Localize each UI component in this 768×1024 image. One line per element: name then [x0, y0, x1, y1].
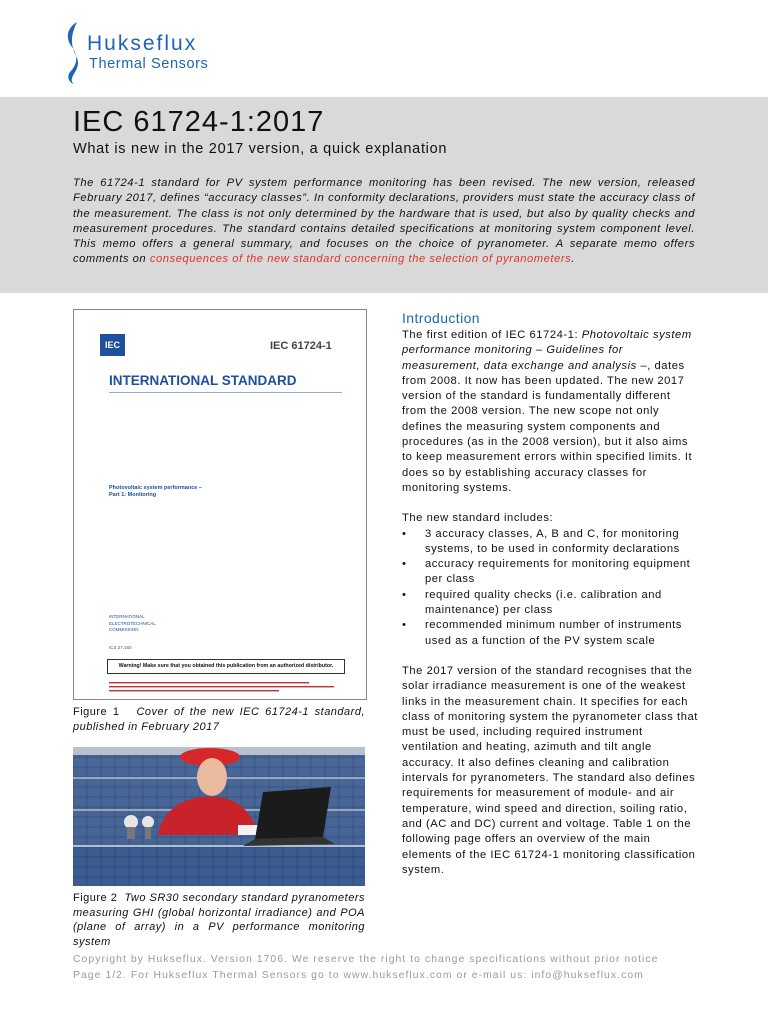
introduction-paragraph-1 — [402, 328, 698, 496]
introduction-paragraph-3: The 2017 version of the standard recognises that the solar irradiance measurement is one of the weakest links in the measurement chain. It specifies for each class of monitoring system the pyranometer class that must be used, including required instrument ventilation and heating, azimuth and tilt angle accuracy. It also defines cleaning and calibration intervals for pyranometers. The standard also defines requirements for measurement of module- and air temperature, wind speed and direction, soiling ratio, and (AC and DC) current and voltage. Table 1 on the following page offers an overview of the main elements of the IEC 61724-1 monitoring classification system. — [402, 664, 698, 876]
figure-2-caption — [73, 891, 365, 949]
cover-org-line: INTERNATIONAL — [109, 614, 145, 619]
introduction-section — [402, 310, 698, 878]
solar-panel-scene-image — [73, 747, 365, 886]
figure-2-label: Figure 2 — [73, 892, 118, 904]
cover-subtitle-1: Photovoltaic system performance – — [109, 485, 202, 491]
cover-organisation — [109, 614, 199, 634]
figure-1-label: Figure 1 — [73, 706, 120, 718]
iec-logo-icon: IEC — [100, 334, 125, 356]
page-title: IEC 61724-1:2017 — [73, 106, 325, 138]
cover-heading: INTERNATIONAL STANDARD — [109, 373, 297, 388]
brand-tagline: Thermal Sensors — [89, 56, 209, 72]
cover-fineprint-graphic — [109, 681, 339, 693]
figure-2-text: Two SR30 secondary standard pyranometers measuring GHI (global horizontal irradiance) and POA (plane of array) in a PV performance monitoring system — [73, 892, 365, 948]
footer-copyright: Copyright by Hukseflux. Version 1706. We reserve the right to change specifications without prior notice — [73, 954, 659, 965]
footer-contact: Page 1/2. For Hukseflux Thermal Sensors go to www.hukseflux.com or e-mail us: info@hukseflux.com — [73, 969, 644, 981]
hukseflux-logo-icon — [62, 20, 84, 86]
intro-p1-standard-title: Photovoltaic system performance monitoring – Guidelines for measurement, data exchange and analysis — [402, 329, 692, 372]
includes-list — [402, 527, 698, 649]
intro-p1-rest: –, dates from 2008. It now has been updated. The new 2017 version of the standard is fundamentally different from the 2008 version. The new scope not only defines the measuring system components and procedures (as in the 2008 version), but it also aims to keep measurement errors within specified limits. It does so by establishing accuracy classes for monitoring systems. — [402, 359, 693, 494]
introduction-heading: Introduction — [402, 310, 480, 326]
summary-end: . — [571, 253, 575, 266]
page-subtitle: What is new in the 2017 version, a quick explanation — [73, 141, 448, 157]
cover-org-line: ELECTROTECHNICAL — [109, 620, 156, 626]
figure-1-caption — [73, 705, 365, 734]
page-header — [0, 0, 768, 97]
cover-divider — [109, 392, 342, 393]
cover-ics-code: ICS 27.160 — [109, 645, 132, 650]
list-item: • accuracy requirements for monitoring equipment per class — [425, 557, 698, 588]
cover-warning-box: Warning! Make sure that you obtained this publication from an authorized distributor. — [107, 659, 345, 674]
standard-cover-image — [73, 309, 367, 700]
summary-paragraph — [73, 176, 695, 268]
figure-1-text: Cover of the new IEC 61724-1 standard, published in February 2017 — [73, 706, 365, 733]
list-item: • 3 accuracy classes, A, B and C, for monitoring systems, to be used in conformity declarations — [425, 527, 698, 558]
brand-name: Hukseflux — [87, 32, 198, 55]
intro-p1-start: The first edition of IEC 61724-1: — [402, 329, 582, 341]
page-footer — [73, 952, 713, 983]
summary-text: The 61724-1 standard for PV system performance monitoring has been revised. The new version, released February 2017, defines “accuracy classes”. In conformity declarations, providers must state the accuracy class of the measurement. The class is not only determined by the hardware that is used, but also by quality checks and measurement procedures. The standard contains detailed specifications at monitoring system component level. This memo offers a general summary, and focuses on the choice of pyranometer. A separate memo offers comments on — [73, 177, 695, 266]
pyranometer-photo — [73, 747, 365, 886]
spacer — [402, 649, 698, 664]
list-item: • recommended minimum number of instruments used as a function of the PV system scale — [425, 618, 698, 649]
includes-label: The new standard includes: — [402, 512, 554, 525]
cover-subtitle-2: Part 1: Monitoring — [109, 492, 157, 498]
selection-memo-link[interactable]: consequences of the new standard concerning the selection of pyranometers — [149, 253, 572, 266]
list-item: • required quality checks (i.e. calibration and maintenance) per class — [425, 588, 698, 619]
cover-org-line: COMMISSION — [109, 627, 139, 632]
cover-standard-number: IEC 61724-1 — [270, 340, 332, 352]
